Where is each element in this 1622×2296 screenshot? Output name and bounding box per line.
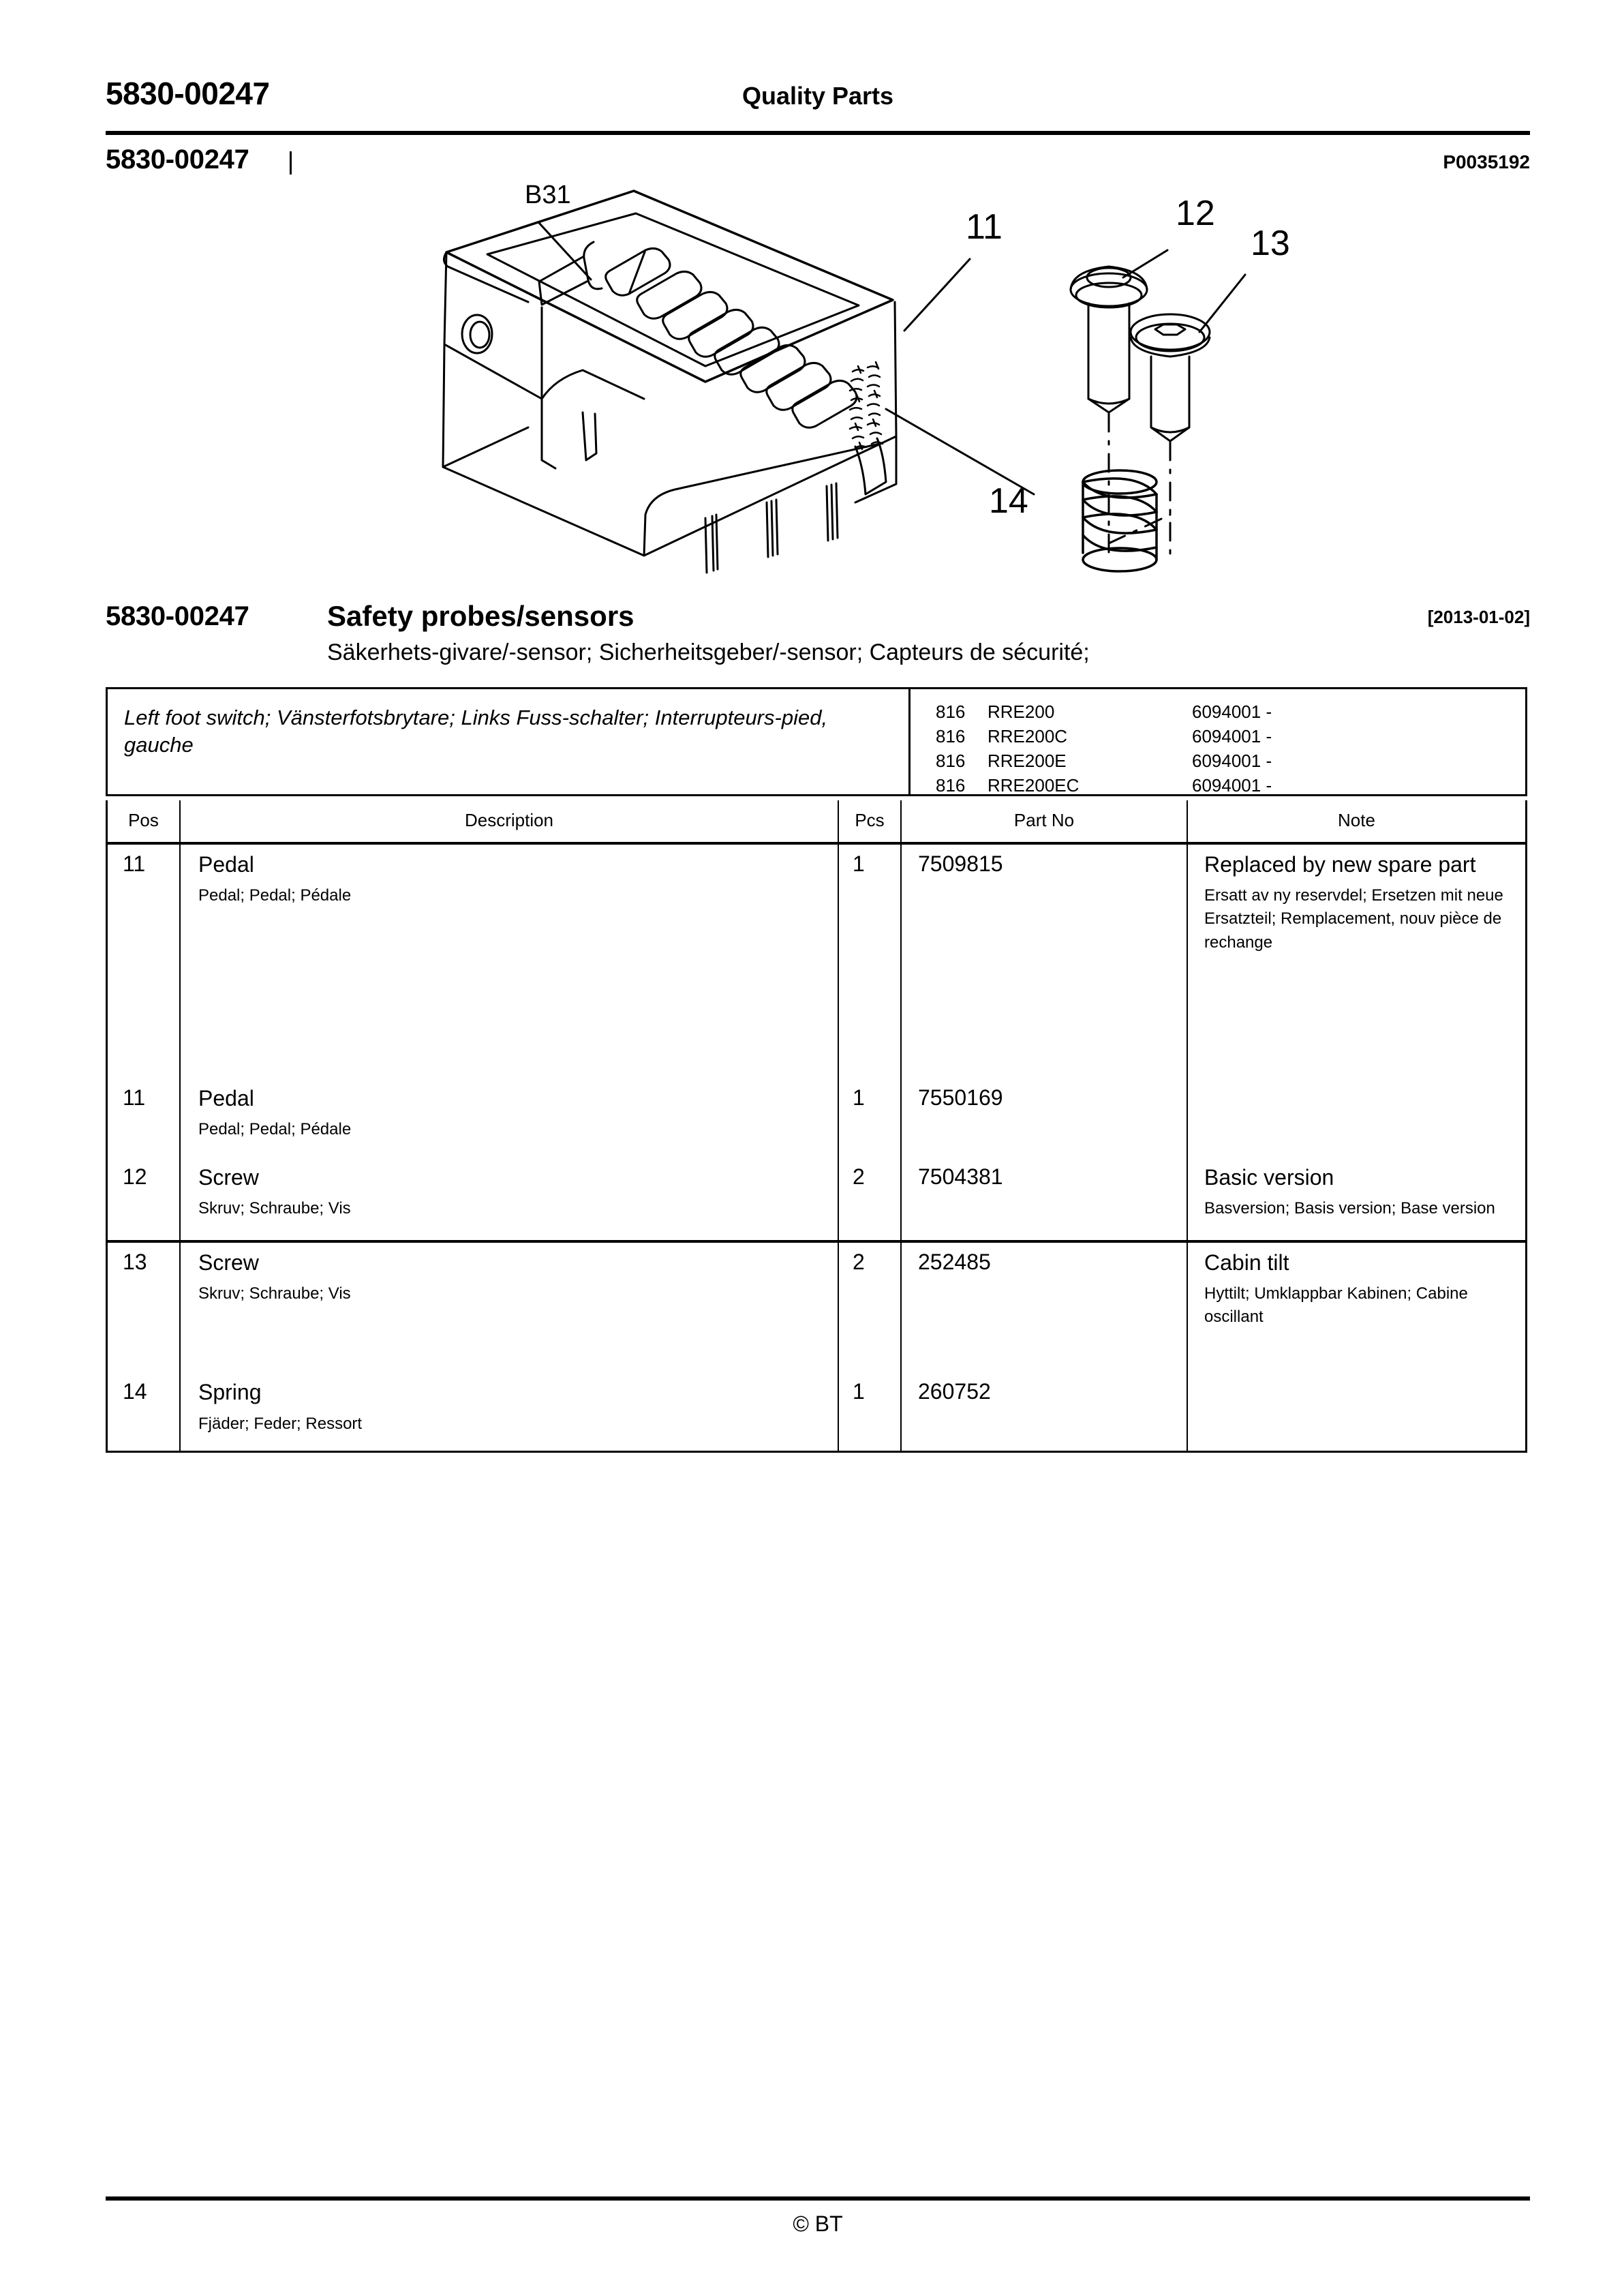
cell-note — [1187, 1372, 1525, 1450]
note-sub: Hyttilt; Umklappbar Kabinen; Cabine oscillant — [1204, 1284, 1468, 1327]
cell-pcs: 1 — [838, 843, 901, 1078]
cell-part-no: 7504381 — [901, 1158, 1187, 1241]
spring-drawing — [1083, 470, 1157, 571]
table-row — [108, 1158, 1525, 1241]
variant-model: RRE200EC — [988, 774, 1080, 796]
cell-pos: 11 — [123, 1085, 146, 1110]
variants-divider — [908, 689, 911, 794]
description-main: Pedal — [198, 852, 254, 877]
table-row — [108, 1078, 1525, 1158]
leader-lines — [539, 223, 1245, 494]
table-row — [108, 1372, 1525, 1450]
variant-code: 816 — [936, 750, 966, 771]
footer-copyright: © BT — [793, 2211, 843, 2236]
variants-description: Left foot switch; Vänsterfotsbrytare; Links Fuss-schalter; Interrupteurs-pied, gauche — [124, 706, 828, 757]
section-subtitle: Säkerhets-givare/-sensor; Sicherheitsgeber/-sensor; Capteurs de sécurité; — [327, 639, 1090, 665]
variant-code: 816 — [936, 725, 966, 746]
description-sub: Pedal; Pedal; Pédale — [198, 886, 352, 905]
column-header-pos: Pos — [108, 800, 180, 843]
cell-description — [180, 1078, 838, 1158]
variant-row — [936, 749, 1508, 774]
cell-note — [1187, 1078, 1525, 1158]
section-date-badge: [2013-01-02] — [1427, 607, 1530, 627]
cell-description — [180, 1158, 838, 1241]
description-sub: Skruv; Schraube; Vis — [198, 1284, 351, 1303]
cell-note — [1187, 1241, 1525, 1373]
column-header-description: Description — [180, 800, 838, 843]
cell-pcs: 2 — [838, 1241, 901, 1373]
crop-mark — [290, 151, 292, 175]
description-main: Screw — [198, 1250, 259, 1275]
variant-model: RRE200C — [988, 725, 1068, 746]
page-header — [106, 75, 1530, 134]
description-sub: Fjäder; Feder; Ressort — [198, 1414, 363, 1433]
variant-serial: 6094001 - — [1192, 750, 1272, 771]
description-sub: Pedal; Pedal; Pédale — [198, 1120, 352, 1139]
footer-divider — [106, 2196, 1530, 2201]
description-main: Spring — [198, 1380, 262, 1405]
callout-b31: B31 — [525, 181, 571, 209]
variant-model: RRE200E — [988, 750, 1067, 771]
picture-code: P0035192 — [1443, 151, 1530, 172]
column-header-part-no: Part No — [901, 800, 1187, 843]
pedal-housing-drawing — [443, 191, 896, 573]
variants-box — [106, 687, 1527, 796]
page-title: Quality Parts — [741, 82, 894, 110]
variants-list — [936, 700, 1508, 798]
cell-description — [180, 1241, 838, 1373]
header-document-number: 5830-00247 — [106, 76, 270, 111]
note-sub: Ersatt av ny reservdel; Ersetzen mit neue Ersatzteil; Remplacement, nouv pièce de rechange — [1204, 886, 1503, 952]
table-header-row — [108, 800, 1525, 843]
cell-part-no: 7509815 — [901, 843, 1187, 1078]
description-main: Pedal — [198, 1085, 254, 1111]
section-code: 5830-00247 — [106, 601, 249, 631]
cell-description — [180, 1372, 838, 1450]
spring-pocket-hatching — [850, 362, 883, 449]
cell-pos: 11 — [123, 851, 146, 876]
note-main: Cabin tilt — [1204, 1250, 1289, 1275]
cell-pos: 12 — [108, 1158, 180, 1241]
variant-code: 816 — [936, 774, 966, 796]
screw-13-drawing — [1131, 314, 1210, 441]
cell-pos: 13 — [123, 1249, 147, 1274]
variant-model: RRE200 — [988, 701, 1055, 722]
exploded-view-illustration — [106, 174, 1530, 583]
cell-pcs: 2 — [838, 1158, 901, 1241]
description-sub: Skruv; Schraube; Vis — [198, 1199, 351, 1218]
section-name: Safety probes/sensors — [327, 600, 634, 632]
callout-13: 13 — [1251, 224, 1290, 263]
section-title-row — [106, 601, 1530, 637]
note-sub: Basversion; Basis version; Base version — [1204, 1199, 1495, 1218]
variant-row — [936, 725, 1508, 749]
callout-11: 11 — [966, 207, 1003, 247]
description-main: Screw — [198, 1165, 259, 1190]
note-main: Basic version — [1204, 1165, 1334, 1190]
variant-row — [936, 774, 1508, 798]
column-header-pcs: Pcs — [838, 800, 901, 843]
variant-serial: 6094001 - — [1192, 725, 1272, 746]
figure-document-number: 5830-00247 — [106, 145, 249, 175]
variant-serial: 6094001 - — [1192, 701, 1272, 722]
cell-note — [1187, 843, 1525, 1078]
callout-14: 14 — [989, 481, 1028, 521]
callout-12: 12 — [1176, 194, 1215, 233]
cell-part-no: 7550169 — [901, 1078, 1187, 1158]
cell-part-no: 260752 — [901, 1372, 1187, 1450]
cell-pos: 14 — [123, 1379, 147, 1404]
table-row — [108, 1241, 1525, 1373]
variant-serial: 6094001 - — [1192, 774, 1272, 796]
variant-row — [936, 700, 1508, 725]
column-header-note: Note — [1187, 800, 1525, 843]
variant-code: 816 — [936, 701, 966, 722]
cell-note — [1187, 1158, 1525, 1241]
table-row — [108, 843, 1525, 1078]
parts-table — [106, 800, 1527, 1453]
cell-description — [180, 843, 838, 1078]
note-main: Replaced by new spare part — [1204, 852, 1476, 877]
cell-pcs: 1 — [838, 1372, 901, 1450]
cell-pcs: 1 — [838, 1078, 901, 1158]
header-divider — [106, 131, 1530, 135]
cell-part-no: 252485 — [901, 1241, 1187, 1373]
